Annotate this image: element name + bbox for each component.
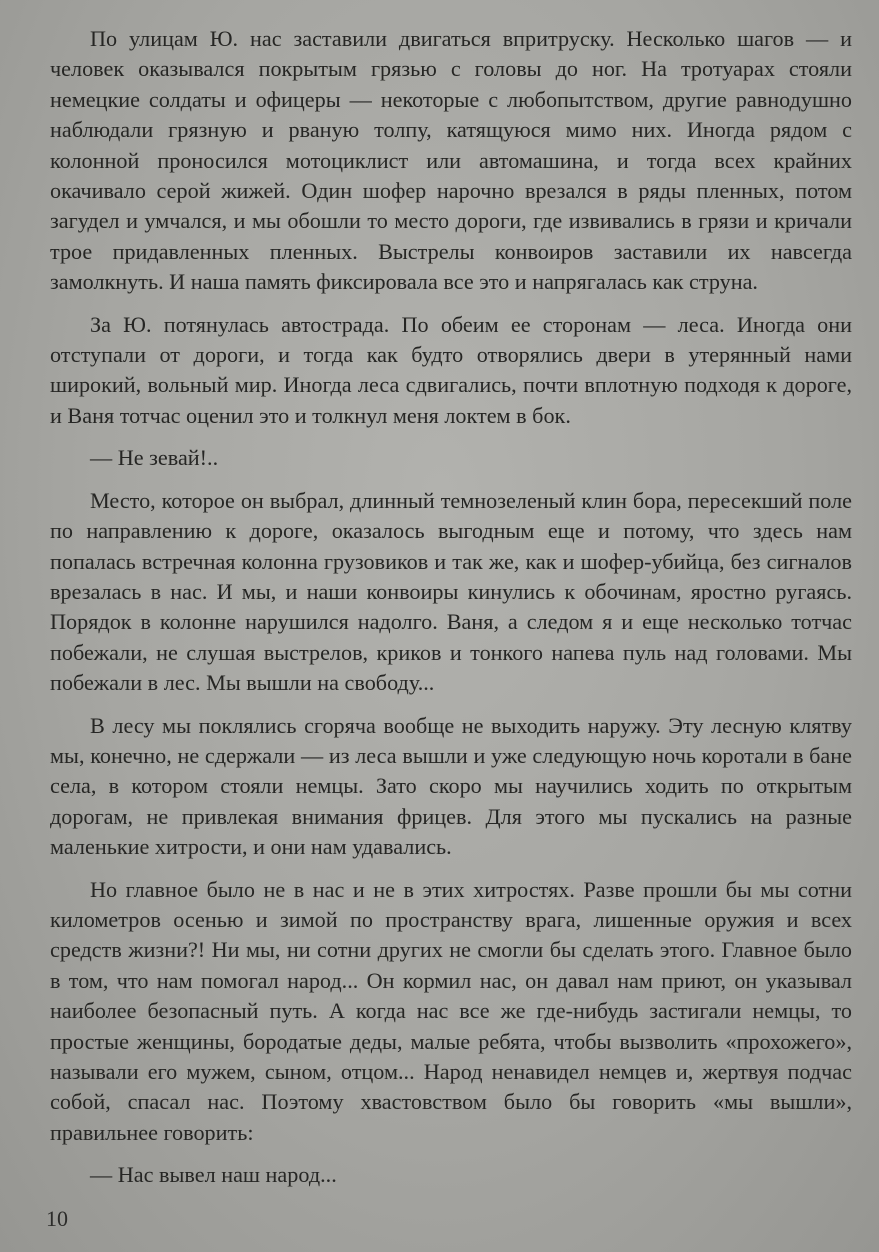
paragraph-5: Но главное было не в нас и не в этих хитростях. Разве прошли бы мы сотни километров осенью и зимой по пространству врага, лишенные оружия и всех средств жизни?! Ни мы, ни сотни других не смогли бы сделать этого. Главное было в том, что нам помогал народ... Он кормил нас, он давал нам приют, он указывал наиболее безопасный путь. А когда нас все же где-нибудь застигали немцы, то простые женщины, бородатые деды, малые ребята, чтобы вызволить «прохожего», называли его мужем, сыном, отцом... Народ ненавидел немцев и, жертвуя подчас собой, спасал нас. Поэтому хвастовством было бы говорить «мы вышли», правильнее говорить:	[50, 876, 852, 1145]
dialog-line-1: — Не зевай!..	[90, 445, 219, 471]
dialog-line-2: — Нас вывел наш народ...	[90, 1162, 337, 1188]
body-text	[50, 24, 852, 1203]
page-number: 10	[46, 1206, 68, 1231]
paragraph-3: Место, которое он выбрал, длинный темнозеленый клин бора, пересекший поле по направлению к дороге, оказалось выгодным еще и потому, что здесь нам попалась встречная колонна грузовиков и так же, как и шофер-убийца, без сигналов врезалась в нас. И мы, и наши конвоиры кинулись к обочинам, яростно ругаясь. Порядок в колонне нарушился надолго. Ваня, а следом я и еще несколько тотчас побежали, не слушая выстрелов, криков и тонкого напева пуль над головами. Мы побежали в лес. Мы вышли на свободу...	[50, 487, 852, 696]
paragraph-1: По улицам Ю. нас заставили двигаться впритруску. Несколько шагов — и человек оказывался покрытым грязью с головы до ног. На тротуарах стояли немецкие солдаты и офицеры — некоторые с любопытством, другие равнодушно наблюдали грязную и рваную толпу, катящуюся мимо них. Иногда рядом с колонной проносился мотоциклист или автомашина, и тогда всех крайних окачивало серой жижей. Один шофер нарочно врезался в ряды пленных, потом загудел и умчался, и мы обошли то место дороги, где извивались в грязи и кричали трое придавленных пленных. Выстрелы конвоиров заставили их навсегда замолкнуть. И наша память фиксировала все это и напрягалась как струна.	[50, 26, 852, 295]
paragraph-4: В лесу мы поклялись сгоряча вообще не выходить наружу. Эту лесную клятву мы, конечно, не сдержали — из леса вышли и уже следующую ночь коротали в бане села, в котором стояли немцы. Зато скоро мы научились ходить по открытым дорогам, не привлекая внимания фрицев. Для этого мы пускались на разные маленькие хитрости, и они нам удавались.	[50, 712, 852, 860]
paragraph-2: За Ю. потянулась автострада. По обеим ее сторонам — леса. Иногда они отступали от дороги, и тогда как будто отворялись двери в утерянный нами широкий, вольный мир. Иногда леса сдвигались, почти вплотную подходя к дороге, и Ваня тотчас оценил это и толкнул меня локтем в бок.	[50, 311, 852, 428]
